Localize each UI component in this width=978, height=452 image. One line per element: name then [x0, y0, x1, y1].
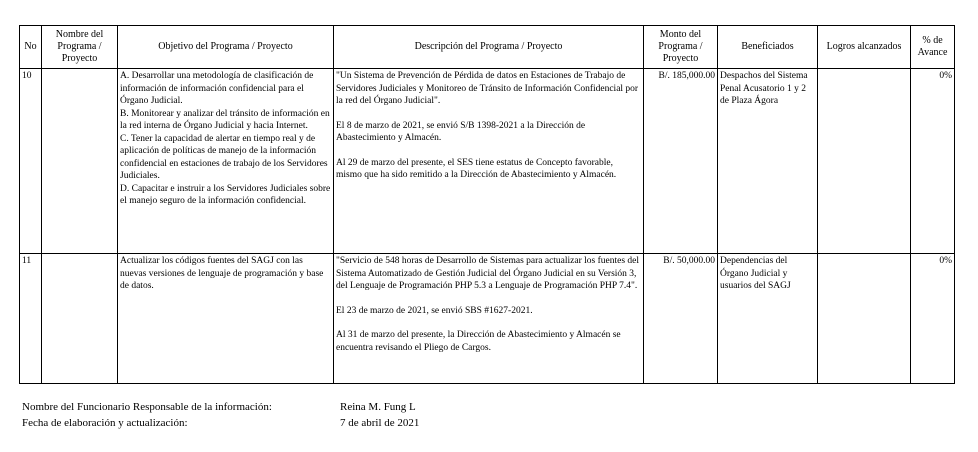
achievements — [818, 69, 911, 254]
row-number: 11 — [20, 254, 42, 384]
description-paragraph: Al 31 de marzo del presente, la Dirección de Abastecimiento y Almacén se encuentra revisando el Pliego de Cargos. — [336, 330, 621, 353]
program-amount: B/. 50,000.00 — [644, 254, 718, 384]
objective-item: Actualizar los códigos fuentes del SAGJ con las nuevas versiones de lenguaje de programación y base de datos. — [120, 256, 324, 291]
col-header-monto: Monto del Programa / Proyecto — [644, 26, 718, 69]
program-description — [334, 254, 644, 384]
responsible-label: Nombre del Funcionario Responsable de la información: — [22, 401, 272, 413]
objective-item: B. Monitorear y analizar del tránsito de información en la red interna de Órgano Judicial y hacia Internet. — [120, 108, 330, 131]
col-header-beneficiados: Beneficiados — [718, 26, 818, 69]
objective-item: A. Desarrollar una metodología de clasificación de información de información confidencial para el Órgano Judicial. — [120, 71, 314, 106]
col-header-objetivo: Objetivo del Programa / Proyecto — [118, 26, 334, 69]
description-paragraph: El 8 de marzo de 2021, se envió S/B 1398-2021 a la Dirección de Abastecimiento y Almacén. — [336, 120, 586, 143]
col-header-descripcion: Descripción del Programa / Proyecto — [334, 26, 644, 69]
table-row — [20, 254, 955, 384]
progress-percent: 0% — [911, 69, 955, 254]
achievements — [818, 254, 911, 384]
programs-table — [19, 25, 955, 384]
col-header-logros: Logros alcanzados — [818, 26, 911, 69]
table-row — [20, 69, 955, 254]
date-line — [22, 416, 419, 430]
header-row — [20, 26, 955, 69]
objective-item: D. Capacitar e instruir a los Servidores Judiciales sobre el manejo seguro de la información confidencial. — [120, 183, 331, 206]
col-header-avance: % de Avance — [911, 26, 955, 69]
col-header-nombre: Nombre del Programa / Proyecto — [42, 26, 118, 69]
objective-item: C. Tener la capacidad de alertar en tiempo real y de aplicación de políticas de manejo de la información confidencial en estaciones de trabajo de los Servidores Judiciales. — [120, 133, 328, 181]
description-paragraph: El 23 de marzo de 2021, se envió SBS #1627-2021. — [336, 305, 533, 316]
program-objective — [118, 69, 334, 254]
program-amount: B/. 185,000.00 — [644, 69, 718, 254]
progress-percent: 0% — [911, 254, 955, 384]
row-number: 10 — [20, 69, 42, 254]
date-value: 7 de abril de 2021 — [340, 417, 420, 429]
program-name — [42, 254, 118, 384]
date-label: Fecha de elaboración y actualización: — [22, 417, 188, 429]
program-objective — [118, 254, 334, 384]
description-paragraph: "Un Sistema de Prevención de Pérdida de datos en Estaciones de Trabajo de Servidores Judiciales y Monitoreo de Tránsito de Información Confidencial por la red del Órgano Judicial". — [336, 71, 639, 106]
col-header-no: No — [20, 26, 42, 69]
description-paragraph: Al 29 de marzo del presente, el SES tiene estatus de Concepto favorable, mismo que ha sido remitido a la Dirección de Abastecimiento y Almacén. — [336, 157, 617, 180]
program-name — [42, 69, 118, 254]
beneficiaries: Despachos del Sistema Penal Acusatorio 1 y 2 de Plaza Ágora — [718, 69, 818, 254]
responsible-value: Reina M. Fung L — [340, 401, 416, 413]
responsible-official-line — [22, 400, 416, 414]
beneficiaries: Dependencias del Órgano Judicial y usuarios del SAGJ — [718, 254, 818, 384]
program-description — [334, 69, 644, 254]
description-paragraph: "Servicio de 548 horas de Desarrollo de Sistemas para actualizar los fuentes del Sistema Automatizado de Gestión Judicial del Órgano Judicial en su Versión 3, del Lenguaje de Programación PHP 5.3 a Lenguaje de Programación PHP 7.4". — [336, 256, 640, 291]
